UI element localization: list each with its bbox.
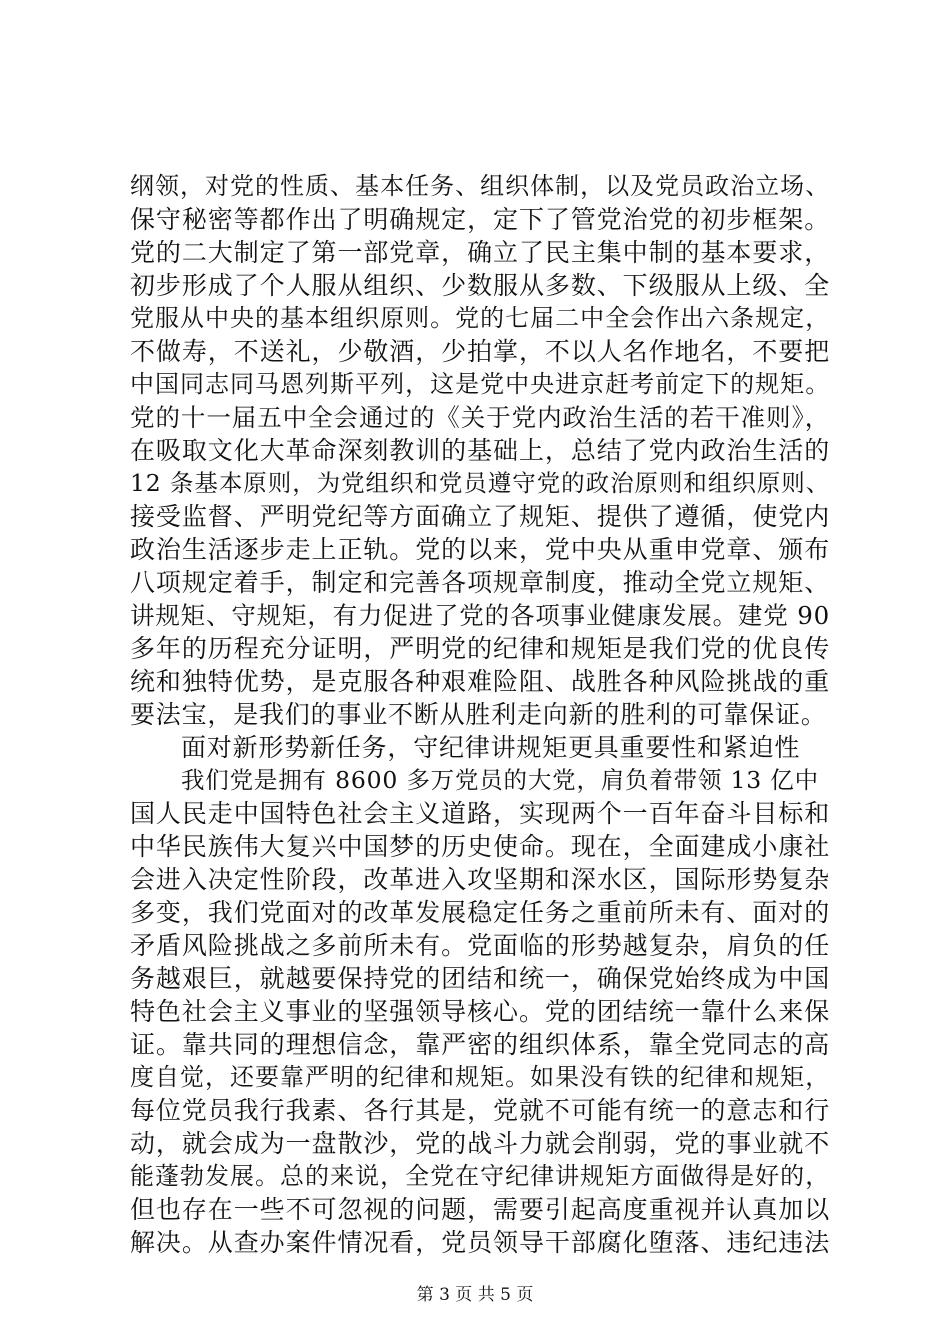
text-line: 每位党员我行我素、各行其是，党就不可能有统一的意志和行 <box>130 1096 830 1125</box>
text-line: 但也存在一些不可忽视的问题，需要引起高度重视并认真加以 <box>130 1195 830 1224</box>
text-line: 在吸取文化大革命深刻教训的基础上，总结了党内政治生活的 <box>130 436 830 465</box>
text-line: 八项规定着手，制定和完善各项规章制度，推动全党立规矩、 <box>130 568 830 597</box>
text-line: 动，就会成为一盘散沙，党的战斗力就会削弱，党的事业就不 <box>130 1129 830 1158</box>
text-line: 保守秘密等都作出了明确规定，定下了管党治党的初步框架。 <box>130 205 830 234</box>
text-line: 多变，我们党面对的改革发展稳定任务之重前所未有、面对的 <box>130 898 830 927</box>
text-line: 党服从中央的基本组织原则。党的七届二中全会作出六条规定， <box>130 304 830 332</box>
text-line: 接受监督、严明党纪等方面确立了规矩、提供了遵循，使党内 <box>130 502 830 531</box>
text-line: 多年的历程充分证明，严明党的纪律和规矩是我们党的优良传 <box>130 634 830 663</box>
text-line: 解决。从查办案件情况看，党员领导干部腐化堕落、违纪违法 <box>130 1228 830 1257</box>
text-line: 12 条基本原则，为党组织和党员遵守党的政治原则和组织原则、 <box>130 469 830 497</box>
text-line: 中华民族伟大复兴中国梦的历史使命。现在，全面建成小康社 <box>130 832 830 861</box>
text-line: 党的十一届五中全会通过的《关于党内政治生活的若干准则》， <box>130 403 830 432</box>
text-line: 证。靠共同的理想信念，靠严密的组织体系，靠全党同志的高 <box>130 1030 830 1059</box>
section-heading: 面对新形势新任务，守纪律讲规矩更具重要性和紧迫性 <box>181 733 801 762</box>
text-line: 我们党是拥有 8600 多万党员的大党，肩负着带领 13 亿中 <box>181 766 819 794</box>
text-line: 初步形成了个人服从组织、少数服从多数、下级服从上级、全 <box>130 271 830 300</box>
text-line: 统和独特优势，是克服各种艰难险阻、战胜各种风险挑战的重 <box>130 667 830 696</box>
text-line: 中国同志同马恩列斯平列，这是党中央进京赶考前定下的规矩。 <box>130 370 830 398</box>
text-line: 纲领，对党的性质、基本任务、组织体制，以及党员政治立场、 <box>130 172 830 200</box>
text-line: 度自觉，还要靠严明的纪律和规矩。如果没有铁的纪律和规矩， <box>130 1063 830 1091</box>
text-line: 党的二大制定了第一部党章，确立了民主集中制的基本要求， <box>130 238 830 267</box>
text-line: 务越艰巨，就越要保持党的团结和统一，确保党始终成为中国 <box>130 964 830 993</box>
text-line: 矛盾风险挑战之多前所未有。党面临的形势越复杂，肩负的任 <box>130 931 830 960</box>
text-line: 特色社会主义事业的坚强领导核心。党的团结统一靠什么来保 <box>130 997 830 1026</box>
text-line: 要法宝，是我们的事业不断从胜利走向新的胜利的可靠保证。 <box>130 700 827 729</box>
text-line: 国人民走中国特色社会主义道路，实现两个一百年奋斗目标和 <box>130 799 830 828</box>
text-line: 能蓬勃发展。总的来说，全党在守纪律讲规矩方面做得是好的， <box>130 1162 830 1190</box>
text-line: 会进入决定性阶段，改革进入攻坚期和深水区，国际形势复杂 <box>130 865 830 894</box>
text-line: 讲规矩、守规矩，有力促进了党的各项事业健康发展。建党 90 <box>130 601 830 630</box>
page-footer: 第 3 页 共 5 页 <box>416 1285 534 1305</box>
text-line: 政治生活逐步走上正轨。党的以来，党中央从重申党章、颁布 <box>130 535 830 564</box>
document-body <box>130 170 830 1259</box>
text-line: 不做寿，不送礼，少敬酒，少拍掌，不以人名作地名，不要把 <box>130 337 830 366</box>
